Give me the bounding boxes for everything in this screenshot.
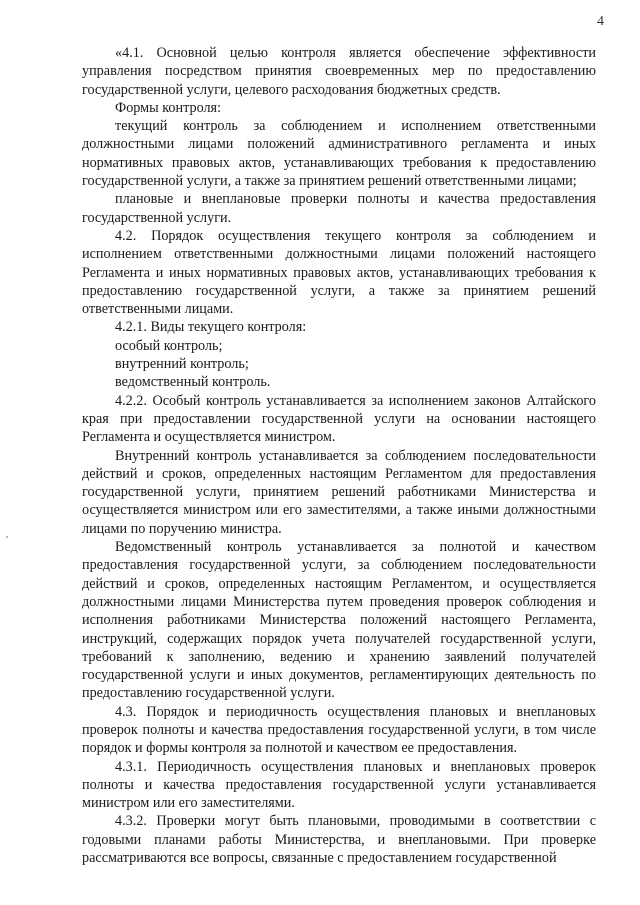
list-item-departmental-control: ведомственный контроль.	[115, 374, 271, 391]
paragraph-4-3-1: 4.3.1. Периодичность осуществления плановых и внеплановых проверок полноты и качества предоставления государственной услуги устанавливается министром или его заместителями.	[82, 758, 596, 812]
paragraph-forms-heading: Формы контроля:	[115, 99, 222, 116]
paragraph-4-2: 4.2. Порядок осуществления текущего контроля за соблюдением и исполнением ответственными должностными лицами положений настоящего Регламента и иных нормативных правовых актов, устанавливающих требования к предоставлению государственной услуги, а также за принятием решений ответственными лицами.	[82, 227, 596, 318]
list-item-special-control: особый контроль;	[115, 337, 223, 354]
paragraph-4-3-2: 4.3.2. Проверки могут быть плановыми, проводимыми в соответствии с годовыми планами работы Министерства, и внеплановыми. При проверке рассматриваются все вопросы, связанные с предоставлением государственной	[82, 813, 596, 867]
paragraph-planned-checks: плановые и внеплановые проверки полноты и качества предоставления государственной услуги.	[82, 191, 596, 226]
paragraph-departmental-control: Ведомственный контроль устанавливается за полнотой и качеством предоставления государственной услуги, за соблюдением последовательности действий и сроков, определенных настоящим Регламентом, и осуществляется должностными лицами Министерства путем проведения проверок соблюдения и исполнения работниками Министерства положений настоящего Регламента, инструкций, содержащих порядок учета получателей государственной услуги, требований к заполнению, ведению и хранению заявлений получателей государственной услуги и иных документов, регламентирующих деятельность по предоставлению государственной услуги.	[82, 539, 596, 702]
paragraph-4-1: «4.1. Основной целью контроля является обеспечение эффективности управления посредством принятия своевременных мер по предоставлению государственной услуги, целевого расходования бюджетных средств.	[82, 45, 596, 98]
paragraph-4-3: 4.3. Порядок и периодичность осуществления плановых и внеплановых проверок полноты и качества предоставления государственной услуги, в том числе порядок и формы контроля за полнотой и качеством ее предоставления.	[82, 703, 596, 757]
page-number: 4	[597, 14, 604, 29]
paragraph-4-2-1: 4.2.1. Виды текущего контроля:	[115, 319, 307, 336]
document-body	[82, 44, 596, 867]
scan-speck	[6, 536, 8, 538]
list-item-internal-control: внутренний контроль;	[115, 356, 249, 373]
paragraph-4-2-2: 4.2.2. Особый контроль устанавливается за исполнением законов Алтайского края при предоставлении государственной услуги на основании настоящего Регламента и осуществляется министром.	[82, 392, 596, 446]
paragraph-current-control: текущий контроль за соблюдением и исполнением ответственными должностными лицами положений административного регламента и иных нормативных правовых актов, устанавливающих требования к предоставлению государственной услуги, а также за принятием решений ответственными лицами;	[82, 118, 596, 190]
paragraph-internal-control: Внутренний контроль устанавливается за соблюдением последовательности действий и сроков, определенных настоящим Регламентом для предоставления государственной услуги, принятием решений работниками Министерства и осуществляется министром или его заместителями, а также иными должностными лицами по поручению министра.	[82, 447, 596, 537]
